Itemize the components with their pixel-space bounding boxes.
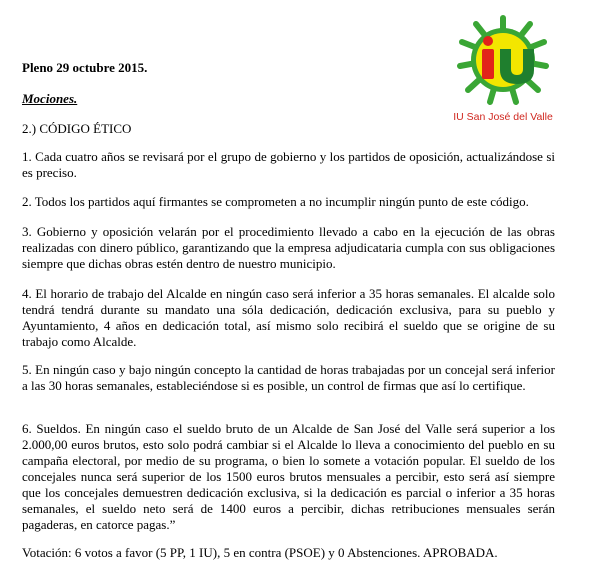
paragraph-3: 3. Gobierno y oposición velarán por el procedimiento llevado a cabo en la ejecución de las obras realizadas con dinero público, garantizando que la empresa adjudicataria cumpla con sus obligaciones siempre que dichas obras estén dentro de nuestro municipio.: [22, 224, 555, 271]
paragraph-2: 2. Todos los partidos aquí firmantes se comprometen a no incumplir ningún punto de este código.: [22, 194, 529, 209]
iu-logo-icon: [454, 14, 552, 110]
subsection-title: 2.) CÓDIGO ÉTICO: [22, 121, 132, 136]
paragraph-4: 4. El horario de trabajo del Alcalde en ningún caso será inferior a 35 horas semanales. El alcalde solo tendrá tendrá durante su mandato una sóla dedicación, dedicación exclusiva, para su pueblo y Ayuntamiento, 4 años en dedicación total, así mismo solo recibirá el sueldo que se origine de su trabajo como Alcalde.: [22, 286, 555, 349]
logo-caption: IU San José del Valle: [453, 111, 553, 123]
iu-logo: [444, 14, 562, 134]
section-heading: Mociones.: [22, 91, 78, 106]
paragraph-1: 1. Cada cuatro años se revisará por el grupo de gobierno y los partidos de oposición, actualizándose si es preciso.: [22, 149, 555, 180]
paragraph-5: 5. En ningún caso y bajo ningún concepto la cantidad de horas trabajadas por un concejal será inferior a las 30 horas semanales, estableciéndose si es posible, un control de firmas que así lo certifique.: [22, 362, 555, 393]
vote-result: Votación: 6 votos a favor (5 PP, 1 IU), 5 en contra (PSOE) y 0 Abstenciones. APROBADA.: [22, 545, 498, 560]
paragraph-6: 6. Sueldos. En ningún caso el sueldo bruto de un Alcalde de San José del Valle será superior a los 2.000,00 euros brutos, esto solo podrá cambiar si el Alcalde lo lleva a conocimiento del pueblo en su campaña electoral, por medio de su programa, o bien lo somete a votación popular. El sueldo de los concejales nunca será superior de los 1500 euros brutos mensuales a percibir, esto será así siempre que los concejales demuestren dedicación exclusiva, si la dedicación es parcial o inferior a 35 horas semanales, el sueldo neto será de 1400 euros a percibir, dichas retribuciones mensuales serán pagaderas, en catorce pagas.”: [22, 421, 555, 532]
document-title: Pleno 29 octubre 2015.: [22, 60, 148, 75]
